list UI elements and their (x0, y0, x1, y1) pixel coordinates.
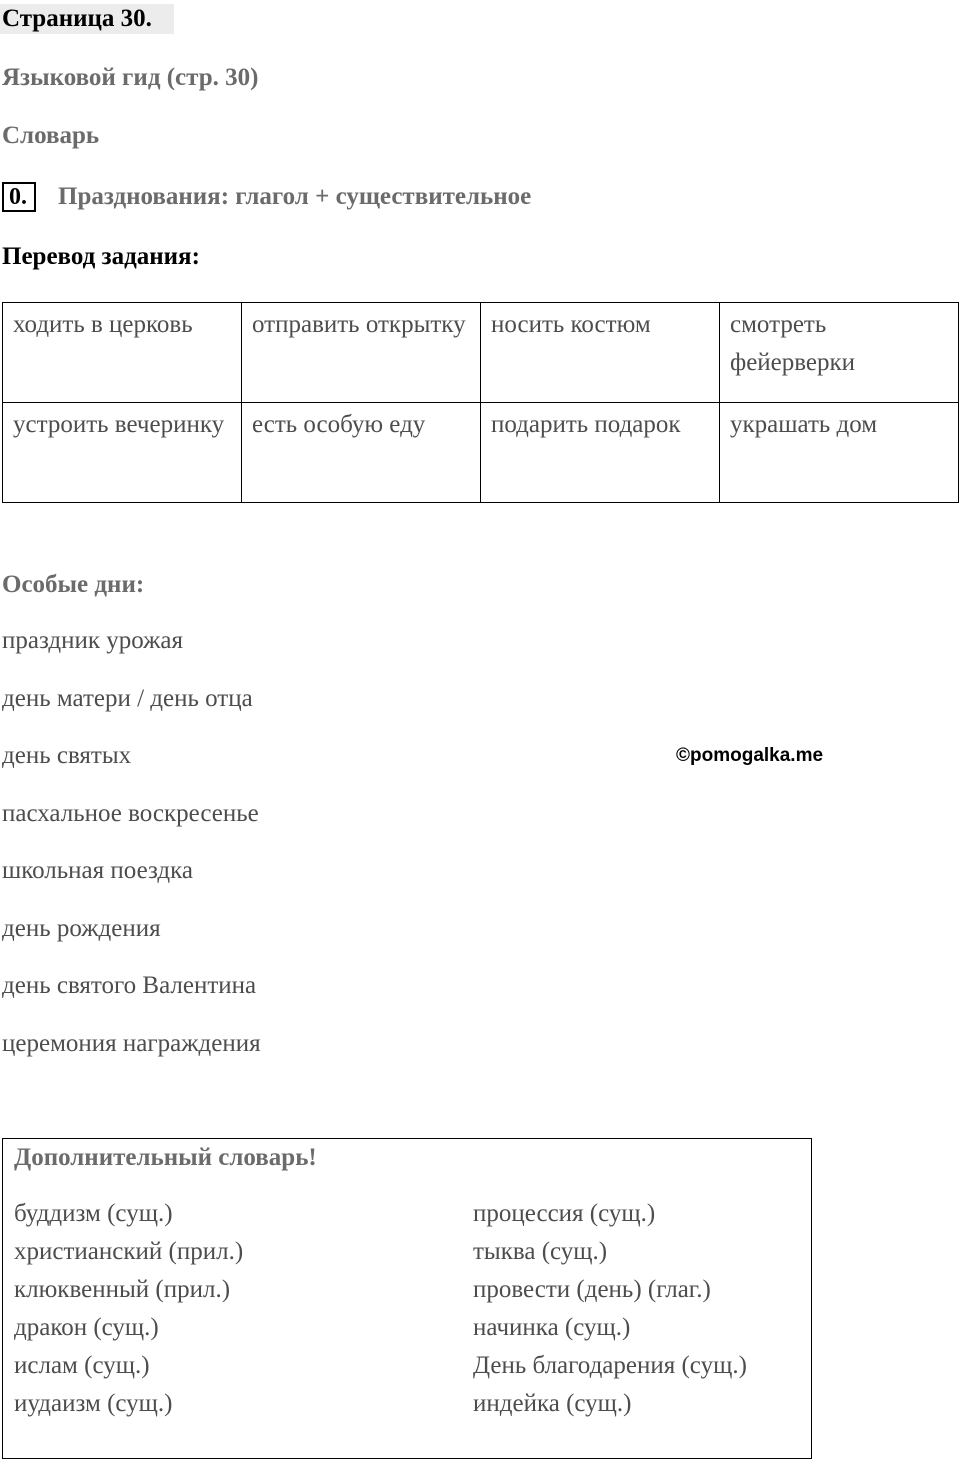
special-days-list (2, 626, 261, 1086)
list-item: день святых (2, 742, 132, 769)
list-item: церемония награждения (2, 1029, 261, 1057)
table-cell: есть особую еду (242, 403, 481, 503)
list-item: клюквенный (прил.) (14, 1276, 231, 1303)
task-number-box: 0. (2, 182, 36, 212)
list-item: процессия (сущ.) (473, 1200, 656, 1227)
table-cell: смотреть фейерверки (720, 303, 959, 403)
dictionary-title: Словарь (2, 122, 100, 149)
table-row (3, 403, 959, 503)
list-item: иудаизм (сущ.) (14, 1390, 173, 1417)
extra-vocabulary-title: Дополнительный словарь! (14, 1144, 317, 1171)
list-item: буддизм (сущ.) (14, 1200, 173, 1227)
table-cell: ходить в церковь (3, 303, 242, 403)
list-item: индейка (сущ.) (473, 1390, 632, 1417)
page-title: Страница 30. (0, 4, 174, 34)
list-item: христианский (прил.) (14, 1238, 244, 1265)
watermark: ©pomogalka.me (676, 745, 824, 766)
extra-vocabulary-right-column (473, 1195, 747, 1423)
list-item: день святого Валентина (2, 972, 257, 999)
list-item: начинка (сущ.) (473, 1314, 631, 1341)
list-item: ислам (сущ.) (14, 1352, 150, 1379)
table-row (3, 303, 959, 403)
list-item: день рождения (2, 914, 161, 942)
table-cell: отправить открытку (242, 303, 481, 403)
translation-title: Перевод задания: (2, 243, 200, 270)
list-item: пасхальное воскресенье (2, 799, 259, 827)
table-cell: подарить подарок (481, 403, 720, 503)
table-cell: устроить вечеринку (3, 403, 242, 503)
guide-title: Языковой гид (стр. 30) (2, 64, 259, 91)
extra-vocabulary-left-column (14, 1195, 243, 1423)
table-cell: украшать дом (720, 403, 959, 503)
phrase-table (2, 302, 959, 503)
list-item: день матери / день отца (2, 684, 253, 712)
list-item: школьная поездка (2, 857, 193, 884)
list-item: тыква (сущ.) (473, 1238, 608, 1265)
list-item: дракон (сущ.) (14, 1314, 159, 1341)
extra-vocabulary-box (2, 1138, 812, 1459)
task-title: Празднования: глагол + существительное (58, 183, 532, 210)
special-days-title: Особые дни: (2, 571, 145, 598)
list-item: праздник урожая (2, 627, 184, 654)
list-item: провести (день) (глаг.) (473, 1276, 711, 1303)
list-item: День благодарения (сущ.) (473, 1352, 747, 1379)
table-cell: носить костюм (481, 303, 720, 403)
